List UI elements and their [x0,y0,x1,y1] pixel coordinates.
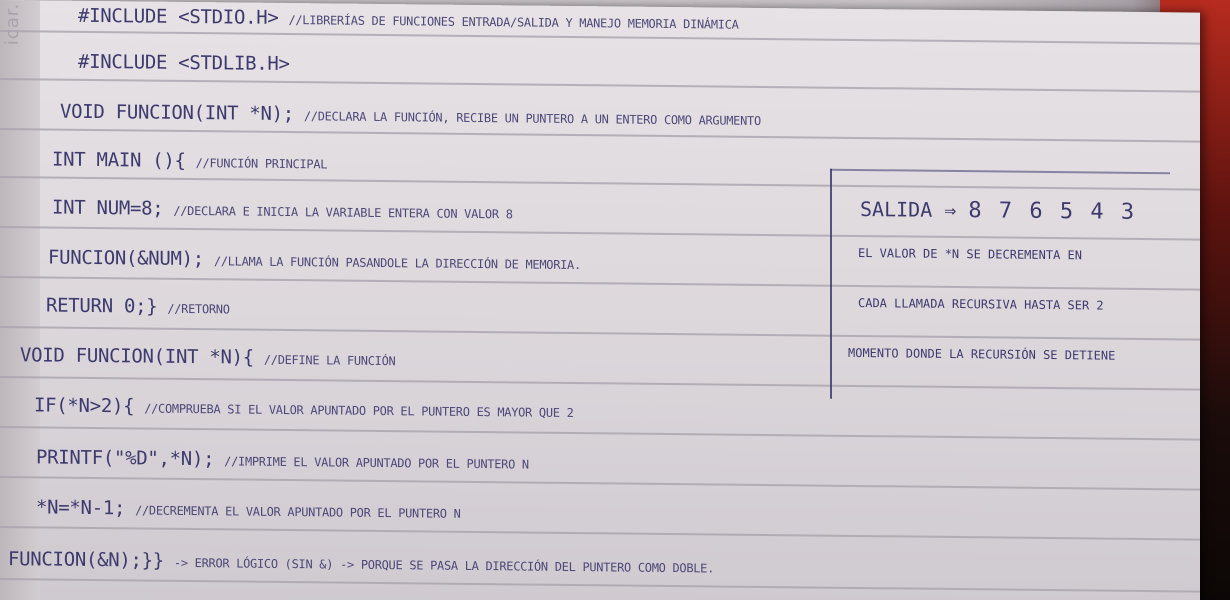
code-comment: //FUNCIÓN PRINCIPAL [195,156,328,172]
code-text: INT MAIN (){ [52,148,186,172]
code-line [20,344,395,370]
code-line [46,294,230,318]
box-note: CADA LLAMADA RECURSIVA HASTA SER 2 [858,295,1104,313]
code-comment: //DECLARA LA FUNCIÓN, RECIBE UN PUNTERO A UN ENTERO COMO ARGUMENTO [303,109,761,128]
code-comment: //DEFINE LA FUNCIÓN [263,352,396,369]
code-text: #INCLUDE <STDIO.H> [78,4,279,29]
ruled-line [0,176,1200,191]
code-comment: //LLAMA LA FUNCIÓN PASANDOLE LA DIRECCIÓN DE MEMORIA. [213,254,581,273]
margin-text: icar. [2,2,23,46]
code-text: INT NUM=8; [52,196,164,220]
code-line [36,496,461,522]
code-line [78,5,739,34]
code-text: RETURN 0;} [46,294,158,318]
ruled-line [0,226,1200,241]
code-line [52,149,327,174]
ruled-line [0,128,1200,143]
code-comment: //LIBRERÍAS DE FUNCIONES ENTRADA/SALIDA Y MANEJO MEMORIA DINÁMICA [288,13,739,32]
ruled-line [0,376,1200,391]
code-text: IF(*N>2){ [34,394,135,418]
code-line [48,247,581,275]
ruled-line [0,276,1200,291]
code-text: #INCLUDE <STDLIB.H> [78,50,290,76]
ruled-line [0,78,1200,93]
code-line [52,197,513,224]
code-line [60,101,761,130]
output-box [860,197,1136,225]
code-text: PRINTF("%D",*N); [36,446,215,471]
box-note: MOMENTO DONDE LA RECURSIÓN SE DETIENE [848,345,1116,363]
ruled-line [0,326,1200,341]
ruled-line [0,426,1200,441]
box-top-line [830,169,1170,175]
output-label: SALIDA ⇒ [860,197,957,223]
code-line [34,394,574,422]
code-line [78,51,290,75]
code-comment: -> ERROR LÓGICO (SIN &) -> PORQUE SE PASA LA DIRECCIÓN DEL PUNTERO COMO DOBLE. [173,555,715,576]
code-text: FUNCION(&N);}} [8,548,164,572]
code-comment: //IMPRIME EL VALOR APUNTADO POR EL PUNTERO N [224,454,529,472]
code-comment: //DECLARA E INICIA LA VARIABLE ENTERA CON VALOR 8 [173,203,513,222]
code-text: FUNCION(&NUM); [48,246,204,271]
code-comment: //COMPRUEBA SI EL VALOR APUNTADO POR EL PUNTERO ES MAYOR QUE 2 [144,401,574,421]
output-value: 8 7 6 5 4 3 [968,198,1137,225]
code-line [36,446,529,473]
box-note: EL VALOR DE *N SE DECREMENTA EN [858,245,1082,263]
ruled-line [0,526,1200,541]
code-line [8,548,714,577]
code-comment: //DECREMENTA EL VALOR APUNTADO POR EL PUNTERO N [135,503,461,521]
code-text: *N=*N-1; [36,496,126,520]
ruled-line [0,578,1200,593]
code-text: VOID FUNCION(INT *N){ [20,344,254,369]
code-comment: //RETORNO [167,301,230,317]
code-text: VOID FUNCION(INT *N); [60,100,294,126]
page-margin [0,0,40,600]
ruled-line [0,476,1200,491]
box-divider [830,169,832,399]
